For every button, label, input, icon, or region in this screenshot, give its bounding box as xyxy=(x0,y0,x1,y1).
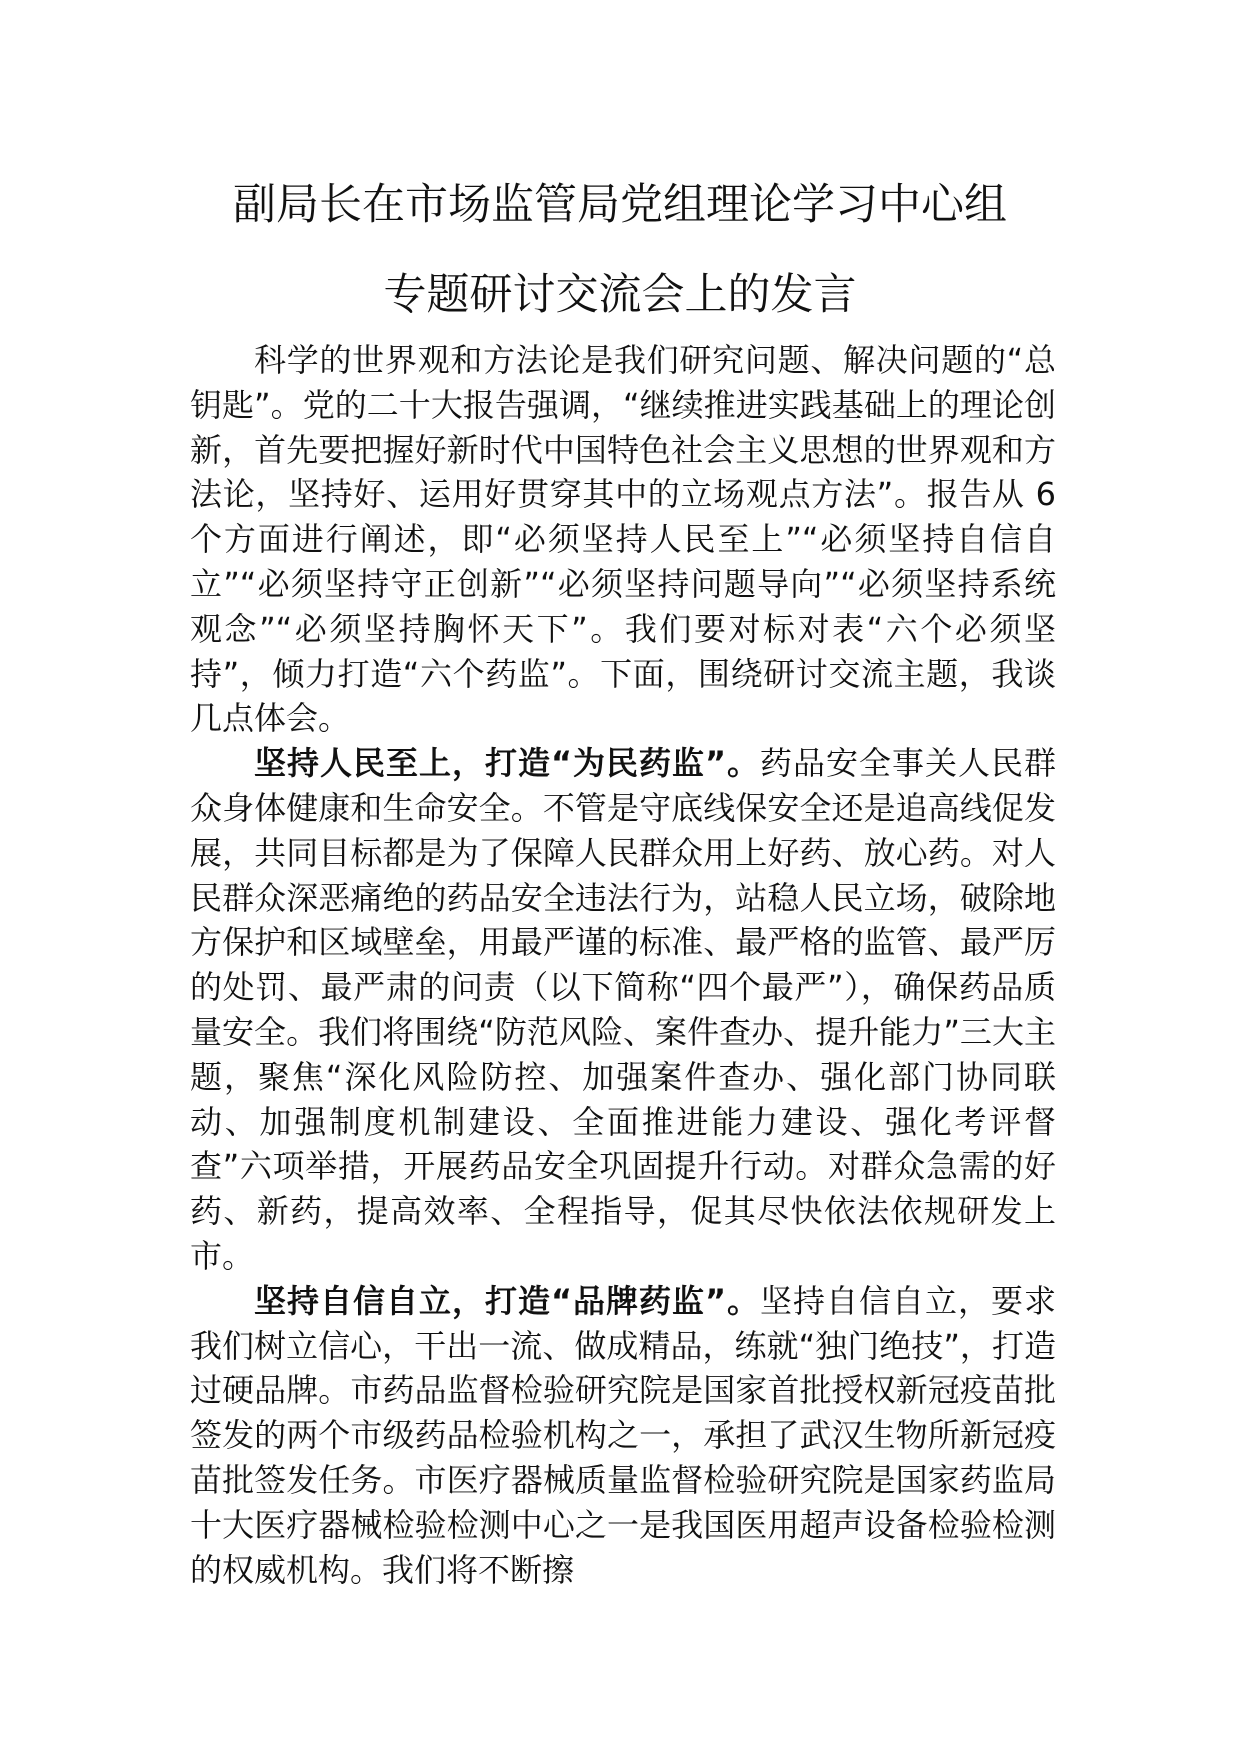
paragraph-lead: 坚持自信自立，打造“品牌药监”。 xyxy=(254,1281,761,1320)
paragraph-people-first xyxy=(190,741,1056,1279)
paragraph-intro xyxy=(190,338,1056,741)
paragraph-text: 坚持自信自立，要求我们树立信心，干出一流、做成精品，练就“独门绝技”，打造过硬品牌。市药品监督检验研究院是国家首批授权新冠疫苗批签发的两个市级药品检验机构之一，承担了武汉生物所新冠疫苗批签发任务。市医疗器械质量监督检验研究院是国家药监局十大医疗器械检验检测中心之一是我国医用超声设备检验检测的权威机构。我们将不断擦 xyxy=(190,1281,1056,1589)
paragraph-text: 科学的世界观和方法论是我们研究问题、解决问题的“总钥匙”。党的二十大报告强调，“继续推进实践基础上的理论创新，首先要把握好新时代中国特色社会主义思想的世界观和方法论，坚持好、运用好贯穿其中的立场观点方法”。报告从 6 个方面进行阐述，即“必须坚持人民至上”“必须坚持自信自立”“必须坚持守正创新”“必须坚持问题导向”“必须坚持系统观念”“必须坚持胸怀天下”。我们要对标对表“六个必须坚持”，倾力打造“六个药监”。下面，围绕研讨交流主题，我谈几点体会。 xyxy=(190,341,1056,738)
paragraph-self-confidence xyxy=(190,1279,1056,1593)
paragraph-text: 药品安全事关人民群众身体健康和生命安全。不管是守底线保安全还是追高线促发展，共同目标都是为了保障人民群众用上好药、放心药。对人民群众深恶痛绝的药品安全违法行为，站稳人民立场，破除地方保护和区域壁垒，用最严谨的标准、最严格的监管、最严厉的处罚、最严肃的问责（以下简称“四个最严”），确保药品质量安全。我们将围绕“防范风险、案件查办、提升能力”三大主题，聚焦“深化风险防控、加强案件查办、强化部门协同联动、加强制度机制建设、全面推进能力建设、强化考评督查”六项举措，开展药品安全巩固提升行动。对群众急需的好药、新药，提高效率、全程指导，促其尽快依法依规研发上市。 xyxy=(190,744,1056,1275)
document-body xyxy=(190,338,1056,1592)
paragraph-lead: 坚持人民至上，打造“为民药监”。 xyxy=(254,744,761,783)
document-title-line-1: 副局长在市场监管局党组理论学习中心组 xyxy=(233,180,1007,230)
document-title-line-2: 专题研讨交流会上的发言 xyxy=(383,270,857,320)
